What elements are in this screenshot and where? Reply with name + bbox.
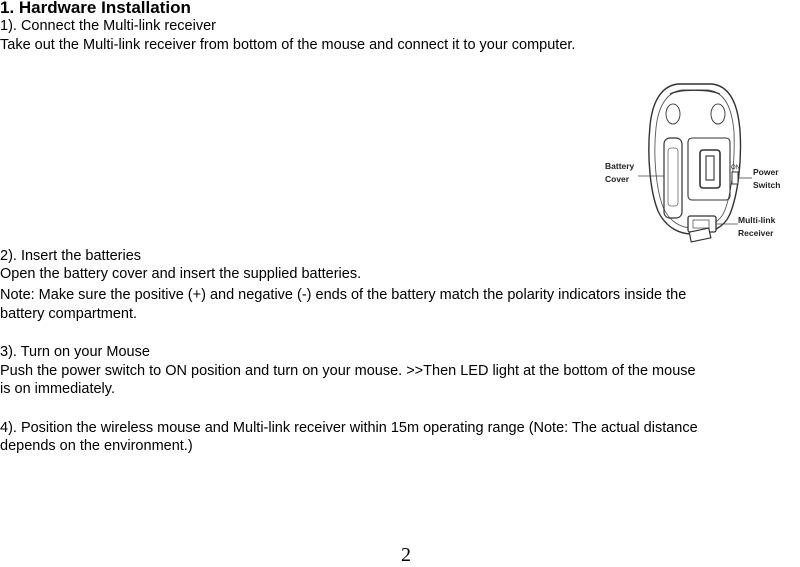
step3-line1: Push the power switch to ON position and turn on your mouse. >>Then LED light at the bottom of the mouse	[0, 363, 696, 379]
battery-cover-inner	[668, 148, 678, 206]
step2-note-line2: battery compartment.	[0, 306, 137, 322]
step4-line2: depends on the environment.)	[0, 438, 193, 454]
step3-title: 3). Turn on your Mouse	[0, 344, 150, 360]
step1-body: Take out the Multi-link receiver from bottom of the mouse and connect it to your computer.	[0, 37, 576, 53]
step4-line1: 4). Position the wireless mouse and Multi-link receiver within 15m operating range (Note: The actual distance	[0, 420, 698, 436]
step2-note-line1: Note: Make sure the positive (+) and negative (-) ends of the battery match the polarity indicators inside the	[0, 287, 687, 303]
step2-line1: Open the battery cover and insert the supplied batteries.	[0, 266, 362, 282]
mouse-outline	[649, 84, 741, 234]
sensor-frame	[688, 138, 730, 200]
label-switch: Switch	[753, 180, 781, 190]
page-number: 2	[401, 544, 411, 566]
step1-title: 1). Connect the Multi-link receiver	[0, 18, 216, 34]
sensor-lens	[706, 156, 714, 180]
label-receiver: Receiver	[738, 228, 774, 238]
mouse-diagram-svg	[600, 76, 800, 248]
label-multilink: Multi-link	[738, 215, 776, 225]
mouse-bottom-diagram	[600, 76, 800, 248]
on-marker: ON	[731, 165, 740, 171]
foot-pad-right	[711, 104, 725, 124]
power-switch-graphic	[732, 172, 738, 184]
label-cover: Cover	[605, 174, 630, 184]
foot-pad-left	[666, 104, 680, 124]
step2-title: 2). Insert the batteries	[0, 248, 142, 264]
label-battery: Battery	[605, 161, 635, 171]
step3-line2: is on immediately.	[0, 381, 115, 397]
label-power: Power	[753, 167, 779, 177]
section-heading: 1. Hardware Installation	[0, 0, 191, 17]
